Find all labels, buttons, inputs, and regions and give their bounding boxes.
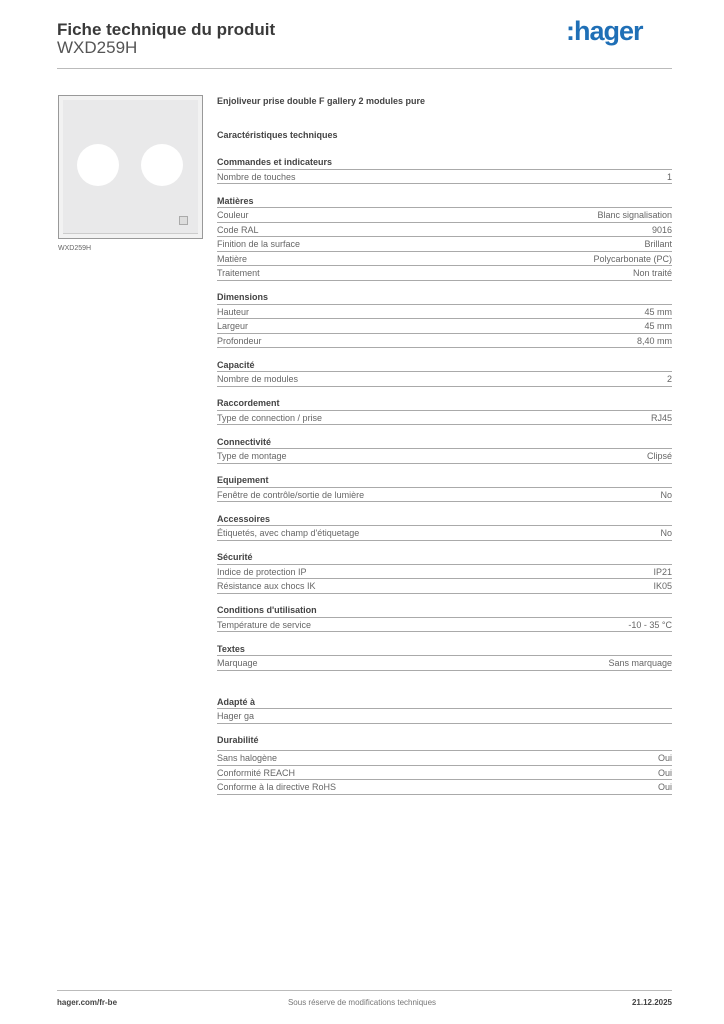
spec-value: Clipsé <box>646 451 672 461</box>
spec-row <box>217 170 672 185</box>
spec-value: 45 mm <box>644 306 672 317</box>
spec-label: Nombre de touches <box>217 171 296 182</box>
product-title: Enjoliveur prise double F gallery 2 modules pure <box>217 96 426 106</box>
spec-row <box>217 656 672 671</box>
spec-value: Oui <box>657 753 672 763</box>
spec-section <box>217 473 672 502</box>
section-title: Textes <box>217 642 672 657</box>
spec-value: No <box>660 528 672 538</box>
spec-label: Matière <box>217 253 248 264</box>
spec-label: Nombre de modules <box>217 374 299 384</box>
section-title: Capacité <box>217 358 672 373</box>
characteristics-title: Caractéristiques techniques <box>217 130 338 140</box>
section-title: Accessoires <box>217 512 672 527</box>
spec-label: Résistance aux chocs IK <box>217 581 316 591</box>
section-title: Dimensions <box>217 290 672 305</box>
spec-row <box>217 780 672 795</box>
spec-section <box>217 358 672 387</box>
section-title: Equipement <box>217 473 672 488</box>
section-title: Commandes et indicateurs <box>217 155 672 170</box>
spec-content <box>217 95 672 795</box>
spec-row <box>217 223 672 238</box>
spec-label: Type de montage <box>217 451 287 461</box>
spec-value: Non traité <box>632 268 672 278</box>
spec-label: Hager ga <box>217 711 255 721</box>
section-title: Matières <box>217 194 672 209</box>
spec-row <box>217 208 672 223</box>
spec-value: Oui <box>657 767 672 778</box>
cover-plate <box>63 100 198 234</box>
spec-section <box>217 194 672 281</box>
product-code: WXD259H <box>57 38 138 57</box>
spec-value: No <box>660 489 672 500</box>
spec-value: 8,40 mm <box>636 335 672 346</box>
spec-row <box>217 252 672 267</box>
spec-label: Conformité REACH <box>217 767 296 778</box>
spec-label: Marquage <box>217 658 258 668</box>
spec-value: 1 <box>666 171 672 182</box>
section-title: Adapté à <box>217 695 672 710</box>
section-title: Connectivité <box>217 435 672 450</box>
spec-section <box>217 435 672 464</box>
spec-value: Polycarbonate (PC) <box>593 253 672 264</box>
spec-section <box>217 396 672 425</box>
spec-row <box>217 565 672 580</box>
spec-label: Sans halogène <box>217 753 278 763</box>
spec-label: Code RAL <box>217 224 259 235</box>
spec-section <box>217 290 672 348</box>
spec-label: Type de connection / prise <box>217 412 323 423</box>
spec-section <box>217 550 672 594</box>
spec-value: Brillant <box>644 239 672 249</box>
spec-section <box>217 155 672 184</box>
spec-section <box>217 603 672 632</box>
footer-note: Sous réserve de modifications techniques <box>287 998 437 1007</box>
spec-value: 45 mm <box>644 321 672 331</box>
spec-label: Température de service <box>217 619 312 630</box>
spec-value: 9016 <box>651 224 672 235</box>
spec-value: RJ45 <box>650 412 672 423</box>
spec-section <box>217 642 672 671</box>
spec-row <box>217 579 672 594</box>
spec-label: Traitement <box>217 268 260 278</box>
spec-value: IP21 <box>653 566 672 577</box>
spec-label: Largeur <box>217 321 249 331</box>
spec-value: Oui <box>657 782 672 792</box>
spec-value: -10 - 35 °C <box>628 619 672 630</box>
spec-row <box>217 305 672 320</box>
spec-value: Blanc signalisation <box>597 210 672 220</box>
spec-row <box>217 266 672 281</box>
hager-logo: :hager <box>566 16 643 46</box>
header-divider <box>57 68 672 69</box>
spec-row <box>217 709 672 724</box>
image-caption: WXD259H <box>58 245 92 252</box>
spec-label: Finition de la surface <box>217 239 301 249</box>
page-title: Fiche technique du produit <box>57 20 276 39</box>
section-title: Conditions d'utilisation <box>217 603 672 618</box>
spec-row <box>217 237 672 252</box>
spec-row <box>217 618 672 633</box>
section-title: Durabilité <box>217 733 672 751</box>
spec-row <box>217 751 672 766</box>
spec-label: Fenêtre de contrôle/sortie de lumière <box>217 489 365 500</box>
socket-hole <box>77 144 119 186</box>
spec-label: Hauteur <box>217 306 250 317</box>
footer-date: 21.12.2025 <box>631 998 672 1007</box>
spec-value: Sans marquage <box>608 658 672 668</box>
spec-label: Indice de protection IP <box>217 566 307 577</box>
spec-row <box>217 334 672 349</box>
section-title: Sécurité <box>217 550 672 565</box>
product-image <box>58 95 203 239</box>
spec-row <box>217 319 672 334</box>
spec-label: Conforme à la directive RoHS <box>217 782 337 792</box>
spec-label: Couleur <box>217 210 249 220</box>
spec-row <box>217 449 672 464</box>
section-title: Raccordement <box>217 396 672 411</box>
spec-value: IK05 <box>653 581 672 591</box>
spec-section <box>217 733 672 795</box>
footer-url[interactable]: hager.com/fr-be <box>57 998 118 1007</box>
spec-section <box>217 512 672 541</box>
socket-hole <box>141 144 183 186</box>
footer-divider <box>57 990 672 991</box>
spec-section <box>217 695 672 724</box>
label-window-icon <box>179 216 188 225</box>
spec-row <box>217 411 672 426</box>
spec-label: Profondeur <box>217 335 262 346</box>
spec-row <box>217 526 672 541</box>
spec-row <box>217 766 672 781</box>
spec-value: 2 <box>666 374 672 384</box>
spec-label: Étiquetés, avec champ d'étiquetage <box>217 528 360 538</box>
spec-row <box>217 488 672 503</box>
spec-row <box>217 372 672 387</box>
